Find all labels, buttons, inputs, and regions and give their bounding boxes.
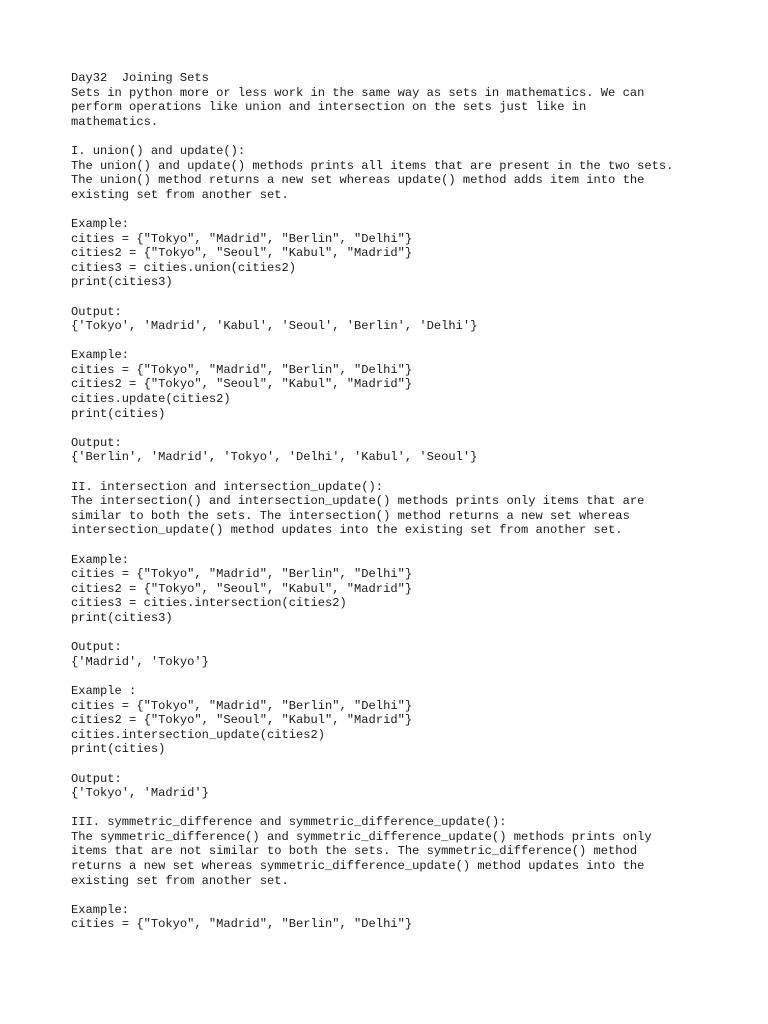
text-line: intersection_update() method updates into the existing set from another set. [71, 523, 623, 538]
text-line: cities3 = cities.union(cities2) [71, 260, 296, 275]
text-line: cities = {"Tokyo", "Madrid", "Berlin", "Delhi"} [71, 698, 413, 713]
text-line: II. intersection and intersection_update(): [71, 479, 384, 494]
text-line: print(cities3) [71, 610, 173, 625]
text-line [71, 202, 751, 217]
text-line: Output: [71, 304, 122, 319]
text-line: cities = {"Tokyo", "Madrid", "Berlin", "Delhi"} [71, 917, 413, 932]
text-line: cities2 = {"Tokyo", "Seoul", "Kabul", "Madrid"} [71, 377, 413, 392]
text-line: existing set from another set. [71, 873, 289, 888]
text-line: print(cities) [71, 406, 166, 421]
text-line: The intersection() and intersection_update() methods prints only items that are [71, 494, 645, 509]
text-line: print(cities3) [71, 275, 173, 290]
text-line: mathematics. [71, 114, 159, 129]
text-line: {'Madrid', 'Tokyo'} [71, 654, 209, 669]
text-line: Example: [71, 348, 130, 363]
text-line: cities2 = {"Tokyo", "Seoul", "Kabul", "Madrid"} [71, 713, 413, 728]
text-line: Output: [71, 771, 122, 786]
text-line [71, 801, 751, 816]
text-line: Sets in python more or less work in the same way as sets in mathematics. We can [71, 85, 645, 100]
text-line: {'Tokyo', 'Madrid'} [71, 786, 209, 801]
text-line: existing set from another set. [71, 187, 289, 202]
text-line: Example: [71, 552, 130, 567]
text-line [71, 129, 751, 144]
text-line [71, 888, 751, 903]
text-line: Output: [71, 640, 122, 655]
text-line: {'Berlin', 'Madrid', 'Tokyo', 'Delhi', 'Kabul', 'Seoul'} [71, 450, 478, 465]
text-line [71, 421, 751, 436]
text-line [71, 626, 751, 641]
text-line: The union() method returns a new set whereas update() method adds item into the [71, 173, 645, 188]
text-line: cities3 = cities.intersection(cities2) [71, 596, 347, 611]
text-line: Output: [71, 435, 122, 450]
text-line: III. symmetric_difference and symmetric_difference_update(): [71, 815, 507, 830]
text-line: {'Tokyo', 'Madrid', 'Kabul', 'Seoul', 'Berlin', 'Delhi'} [71, 319, 478, 334]
text-line: Example: [71, 216, 130, 231]
text-line [71, 669, 751, 684]
text-line [71, 465, 751, 480]
text-line [71, 538, 751, 553]
text-line: cities = {"Tokyo", "Madrid", "Berlin", "Delhi"} [71, 231, 413, 246]
text-line: perform operations like union and intersection on the sets just like in [71, 100, 587, 115]
text-line [71, 334, 751, 349]
text-line: cities.intersection_update(cities2) [71, 727, 326, 742]
document-page [71, 71, 751, 932]
text-line: Example: [71, 902, 130, 917]
text-line [71, 757, 751, 772]
text-line [71, 290, 751, 305]
text-line: The symmetric_difference() and symmetric_difference_update() methods prints only [71, 829, 652, 844]
text-line: items that are not similar to both the sets. The symmetric_difference() method [71, 844, 638, 859]
text-line: The union() and update() methods prints all items that are present in the two sets. [71, 158, 674, 173]
text-line: Day32 Joining Sets [71, 71, 209, 85]
text-line: print(cities) [71, 742, 166, 757]
text-line: cities = {"Tokyo", "Madrid", "Berlin", "Delhi"} [71, 362, 413, 377]
text-line: cities2 = {"Tokyo", "Seoul", "Kabul", "Madrid"} [71, 581, 413, 596]
text-line: cities = {"Tokyo", "Madrid", "Berlin", "Delhi"} [71, 567, 413, 582]
text-line: similar to both the sets. The intersection() method returns a new set whereas [71, 508, 630, 523]
text-line: cities2 = {"Tokyo", "Seoul", "Kabul", "Madrid"} [71, 246, 413, 261]
text-line: Example : [71, 683, 137, 698]
text-line: returns a new set whereas symmetric_difference_update() method updates into the [71, 859, 645, 874]
text-line: cities.update(cities2) [71, 392, 231, 407]
text-line: I. union() and update(): [71, 143, 246, 158]
